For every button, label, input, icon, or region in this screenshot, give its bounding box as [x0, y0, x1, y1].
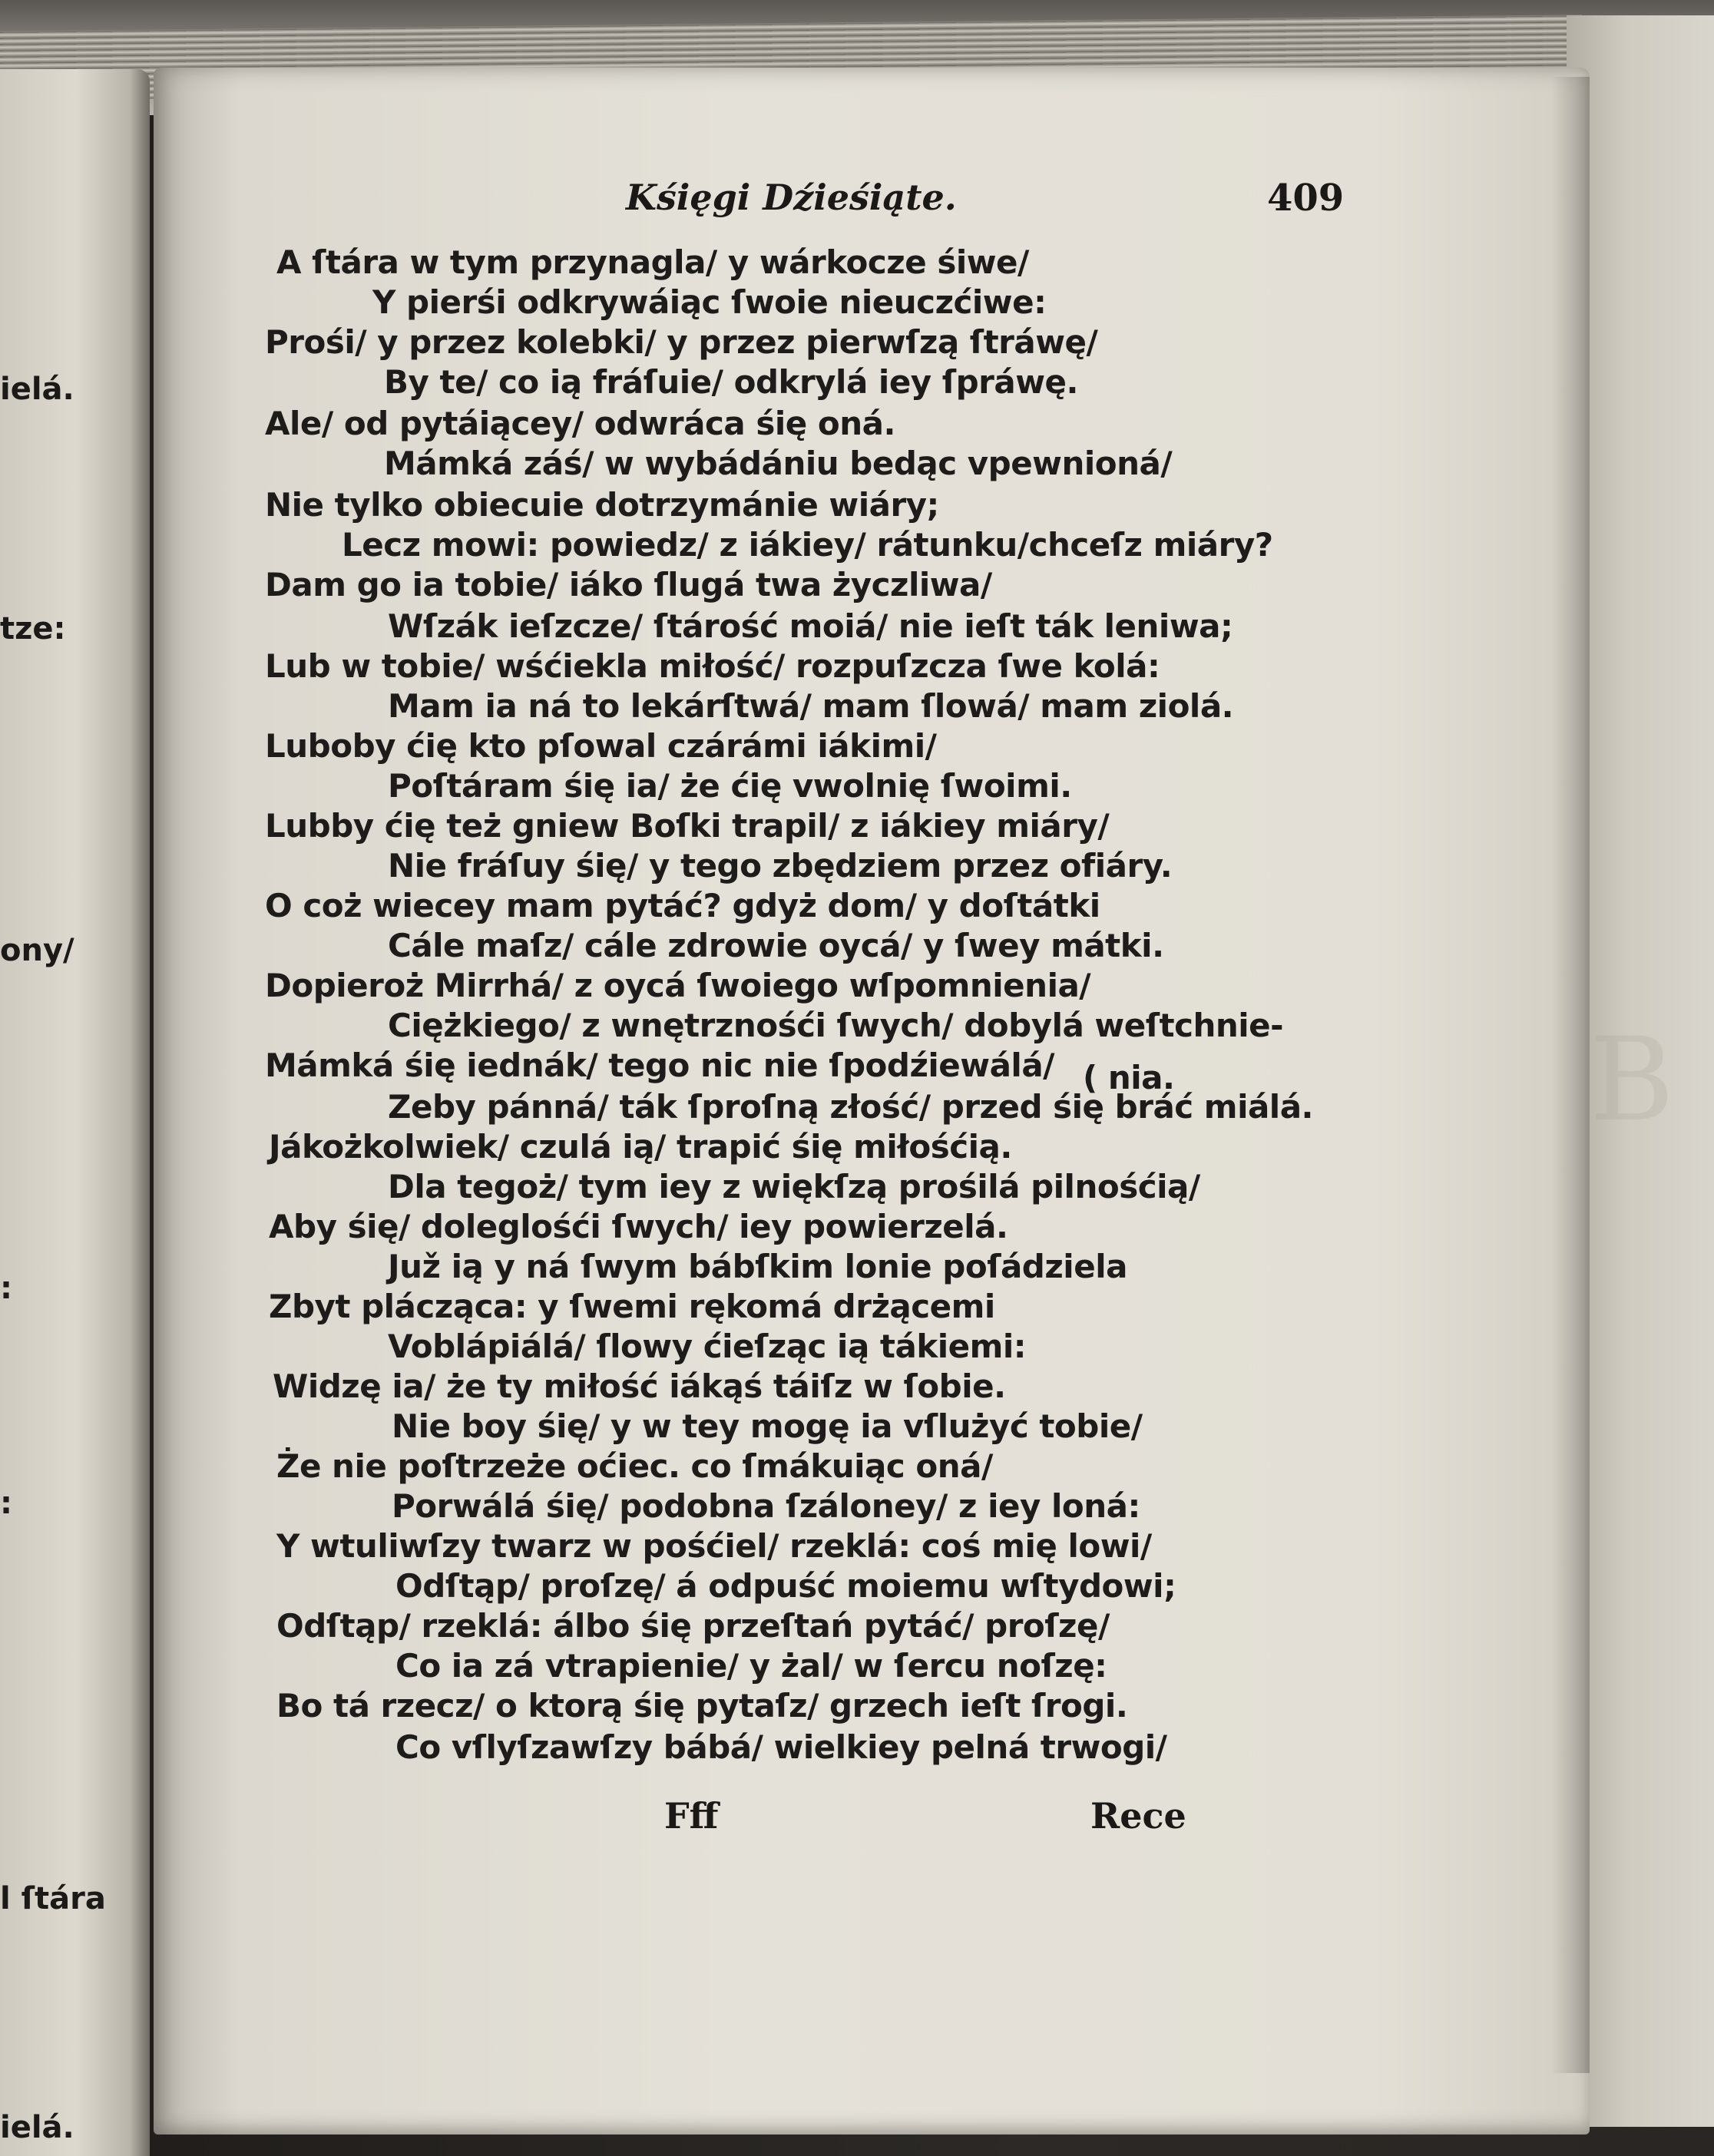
verse-line: O coż wiecey mam pytáć? gdyż dom/ y doſtátki — [265, 887, 1100, 924]
verse-line: Poſtáram śię ia/ że ćię vwolnię ſwoimi. — [388, 767, 1072, 805]
verse-line: Aby śię/ doleglośći ſwych/ iey powierzelá. — [269, 1208, 1008, 1245]
verse-line: Dla tegoż/ tym iey z więkſzą prośilá pilnośćią/ — [388, 1168, 1200, 1205]
verse-line: A ſtára w tym przynagla/ y wárkocze śiwe/ — [276, 243, 1029, 281]
verse-line: Ciężkiego/ z wnętrznośći ſwych/ dobylá weſtchnie- — [388, 1007, 1284, 1044]
verse-line: Ale/ od pytáiącey/ odwráca śię oná. — [265, 405, 895, 442]
verse-line: Luboby ćię kto pſowal czárámi iákimi/ — [265, 727, 937, 765]
left-page-fragment: ielá. — [0, 372, 74, 407]
left-page-fragment: : — [0, 1486, 12, 1521]
verse-line: By te/ co ią fráſuie/ odkrylá iey ſpráwę. — [384, 363, 1078, 401]
verse-line: Lubby ćię też gniew Boſki trapil/ z iákiey miáry/ — [265, 807, 1110, 845]
verse-line: Nie boy śię/ y w tey mogę ia vſlużyć tobie/ — [392, 1407, 1143, 1445]
verse-line: Zeby pánná/ ták ſproſną złość/ przed śię bráć miálá. — [388, 1088, 1314, 1126]
left-page — [0, 69, 150, 2156]
verse-line: Y pierśi odkrywáiąc ſwoie nieuczćiwe: — [372, 283, 1047, 321]
left-page-fragment: ielá. — [0, 2110, 74, 2145]
catchword: Rece — [1090, 1795, 1186, 1837]
left-page-fragment: tze: — [0, 611, 66, 646]
verse-line: Co vſlyſzawſzy bábá/ wielkiey pelná trwogi/ — [395, 1728, 1167, 1766]
verse-line: Juž ią y ná ſwym bábſkim lonie poſádziela — [388, 1248, 1127, 1285]
verse-line: Wſzák ieſzcze/ ſtárość moiá/ nie ieſt ták leniwa; — [388, 607, 1233, 645]
left-page-fragment: l ſtára — [0, 1881, 106, 1916]
verse-line: Że nie poſtrzeże oćiec. co ſmákuiąc oná/ — [276, 1447, 993, 1485]
verse-line: Nie tylko obiecuie dotrzymánie wiáry; — [265, 486, 939, 524]
verse-line: Voblápiálá/ ſlowy ćieſząc ią tákiemi: — [388, 1328, 1027, 1365]
verse-line: Dam go ia tobie/ iáko ſlugá twa życzliwa/ — [265, 566, 992, 603]
page-number: 409 — [1267, 177, 1345, 220]
verse-line: Mámká śię iednák/ tego nic nie ſpodźiewálá/ — [265, 1047, 1055, 1084]
verse-line: Mámká záś/ w wybádániu bedąc vpewnioná/ — [384, 445, 1173, 482]
verse-line: Bo tá rzecz/ o ktorą śię pytaſz/ grzech ieſt ſrogi. — [276, 1687, 1128, 1724]
verse-line: Odſtąp/ proſzę/ á odpuść moiemu wſtydowi; — [395, 1567, 1176, 1605]
left-page-fragment: ony/ — [0, 933, 74, 968]
verse-line: Lecz mowi: powiedz/ z iákiey/ rátunku/chceſz miáry? — [342, 526, 1273, 564]
verse-line: Nie fráſuy śię/ y tego zbędziem przez ofiáry. — [388, 847, 1173, 885]
right-page — [154, 68, 1590, 2135]
signature-mark: Fff — [664, 1795, 719, 1837]
left-page-fragment: : — [0, 1271, 12, 1306]
verse-line: Co ia zá vtrapienie/ y żal/ w ſercu noſzę: — [395, 1647, 1107, 1685]
verse-line: Mam ia ná to lekárſtwá/ mam ſlowá/ mam ziolá. — [388, 687, 1234, 725]
verse-line: Zbyt plácząca: y ſwemi rękomá drżącemi — [269, 1288, 995, 1325]
verse-line: Jákożkolwiek/ czulá ią/ trapić śię miłośćią. — [269, 1128, 1012, 1166]
verse-line: Cále maſz/ cále zdrowie oycá/ y ſwey mátki. — [388, 927, 1164, 964]
page-shadow-right — [1551, 77, 1590, 2073]
verse-line: ( nia. — [1083, 1059, 1175, 1096]
verse-line: Prośi/ y przez kolebki/ y przez pierwſzą ſtráwę/ — [265, 323, 1098, 361]
verse-line: Lub w tobie/ wśćiekla miłość/ rozpuſzcza ſwe kolá: — [265, 647, 1160, 685]
verse-line: Porwálá śię/ podobna ſzáloney/ z iey loná: — [392, 1487, 1140, 1525]
next-page-edge: B — [1567, 15, 1714, 2127]
verse-line: Widzę ia/ że ty miłość iákąś táiſz w ſobie. — [273, 1367, 1006, 1405]
verse-line: Y wtuliwſzy twarz w pośćiel/ rzeklá: coś mię lowi/ — [276, 1527, 1152, 1565]
verse-line: Odſtąp/ rzeklá: álbo śię przeſtań pytáć/ proſzę/ — [276, 1607, 1110, 1645]
verse-line: Dopieroż Mirrhá/ z oycá ſwoiego wſpomnienia/ — [265, 967, 1091, 1004]
running-head: Kśięgi Dźieśiąte. — [626, 177, 957, 218]
